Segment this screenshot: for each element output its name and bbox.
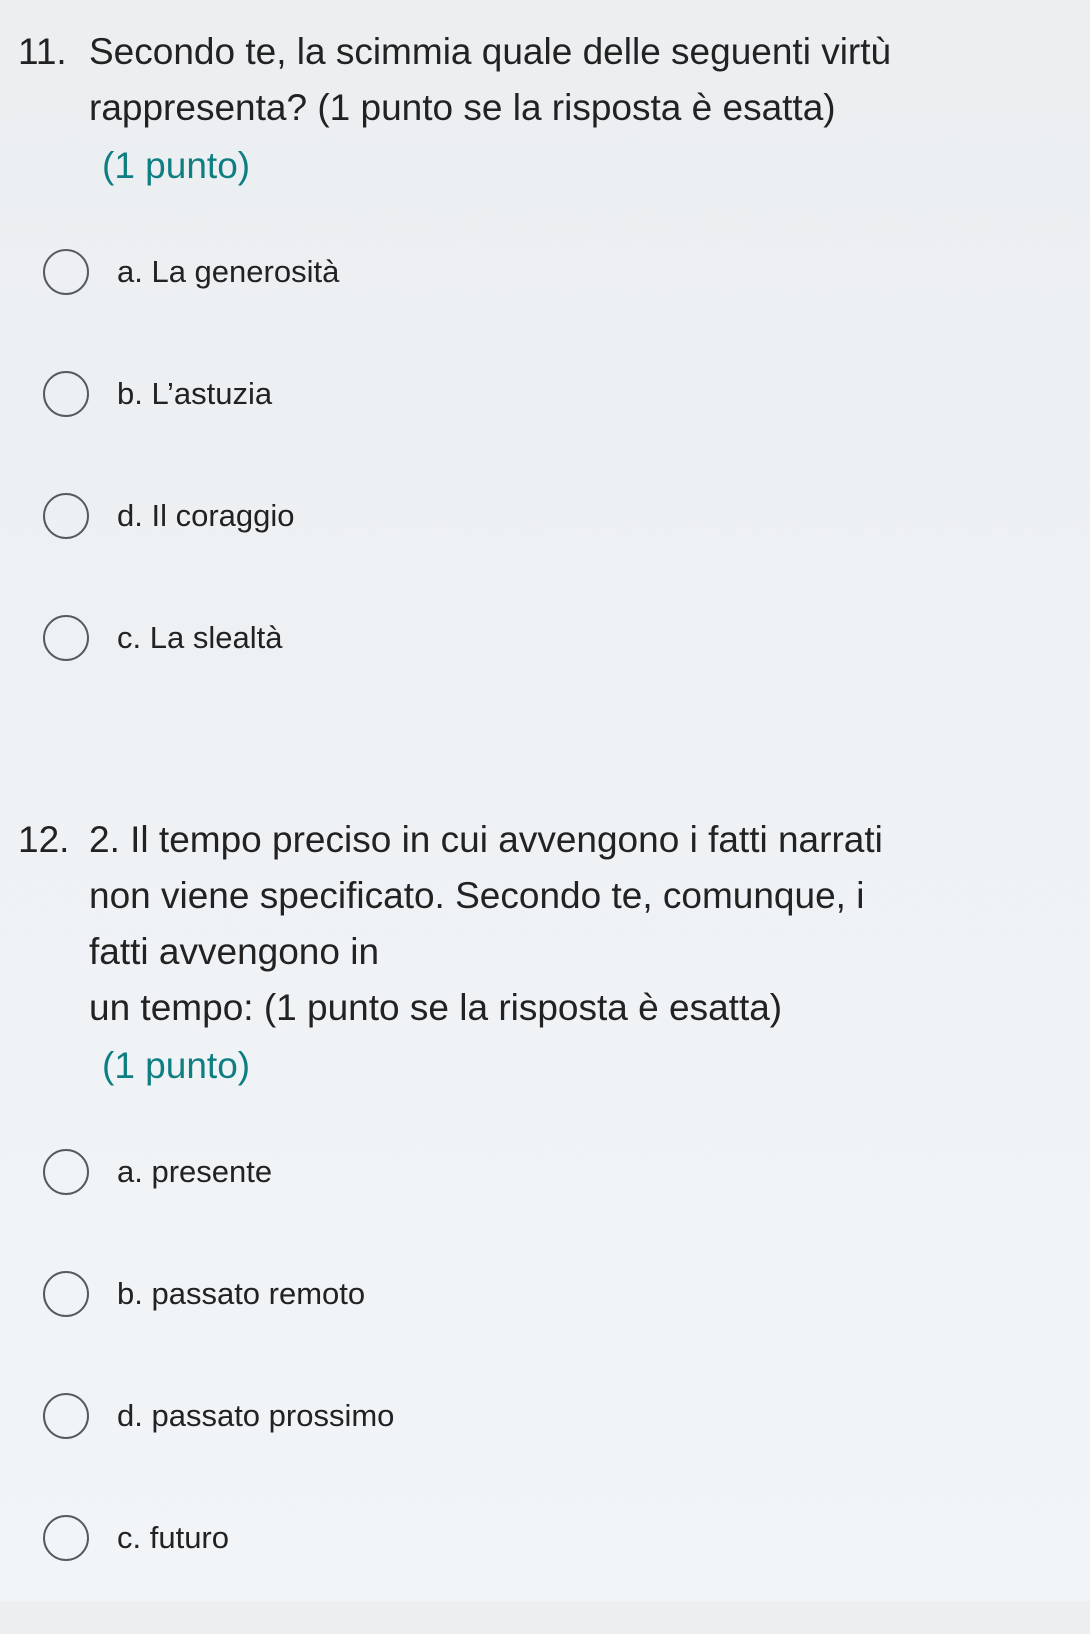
option-label: b. passato remoto bbox=[117, 1276, 366, 1311]
question-11 bbox=[0, 24, 1090, 734]
option-label: a. La generosità bbox=[117, 254, 340, 289]
option-label: d. passato prossimo bbox=[117, 1398, 395, 1433]
option-c[interactable] bbox=[0, 1512, 1090, 1564]
question-points: (1 punto) bbox=[102, 1045, 251, 1086]
option-c[interactable] bbox=[0, 612, 1090, 664]
question-text-line: un tempo: (1 punto se la risposta è esatta) bbox=[89, 987, 783, 1028]
option-d[interactable] bbox=[0, 1390, 1090, 1442]
question-text-line: Secondo te, la scimmia quale delle seguenti virtù bbox=[89, 31, 892, 72]
option-label: c. futuro bbox=[117, 1520, 229, 1555]
answer-options bbox=[0, 246, 1090, 664]
option-a[interactable] bbox=[0, 246, 1090, 298]
question-number: 11. bbox=[18, 31, 67, 72]
question-text-line: rappresenta? (1 punto se la risposta è esatta) bbox=[89, 87, 836, 128]
question-text-line: non viene specificato. Secondo te, comunque, i bbox=[89, 875, 865, 916]
radio-button[interactable] bbox=[43, 371, 89, 417]
option-label: b. L’astuzia bbox=[117, 376, 273, 411]
radio-button[interactable] bbox=[43, 1393, 89, 1439]
radio-button[interactable] bbox=[43, 615, 89, 661]
option-a[interactable] bbox=[0, 1146, 1090, 1198]
option-d[interactable] bbox=[0, 490, 1090, 542]
radio-button[interactable] bbox=[43, 493, 89, 539]
question-text-line: fatti avvengono in bbox=[89, 931, 380, 972]
answer-options bbox=[0, 1146, 1090, 1564]
question-header bbox=[0, 24, 1090, 194]
option-b[interactable] bbox=[0, 1268, 1090, 1320]
option-b[interactable] bbox=[0, 368, 1090, 420]
option-label: d. Il coraggio bbox=[117, 498, 295, 533]
radio-button[interactable] bbox=[43, 1149, 89, 1195]
radio-button[interactable] bbox=[43, 249, 89, 295]
question-text bbox=[89, 24, 1029, 194]
question-text bbox=[89, 812, 1029, 1094]
option-label: c. La slealtà bbox=[117, 620, 283, 655]
question-header bbox=[0, 812, 1090, 1094]
question-number: 12. bbox=[18, 819, 70, 860]
radio-button[interactable] bbox=[43, 1515, 89, 1561]
question-12 bbox=[0, 812, 1090, 1634]
question-text-line: 2. Il tempo preciso in cui avvengono i fatti narrati bbox=[89, 819, 883, 860]
question-points: (1 punto) bbox=[102, 145, 251, 186]
radio-button[interactable] bbox=[43, 1271, 89, 1317]
option-label: a. presente bbox=[117, 1154, 273, 1189]
